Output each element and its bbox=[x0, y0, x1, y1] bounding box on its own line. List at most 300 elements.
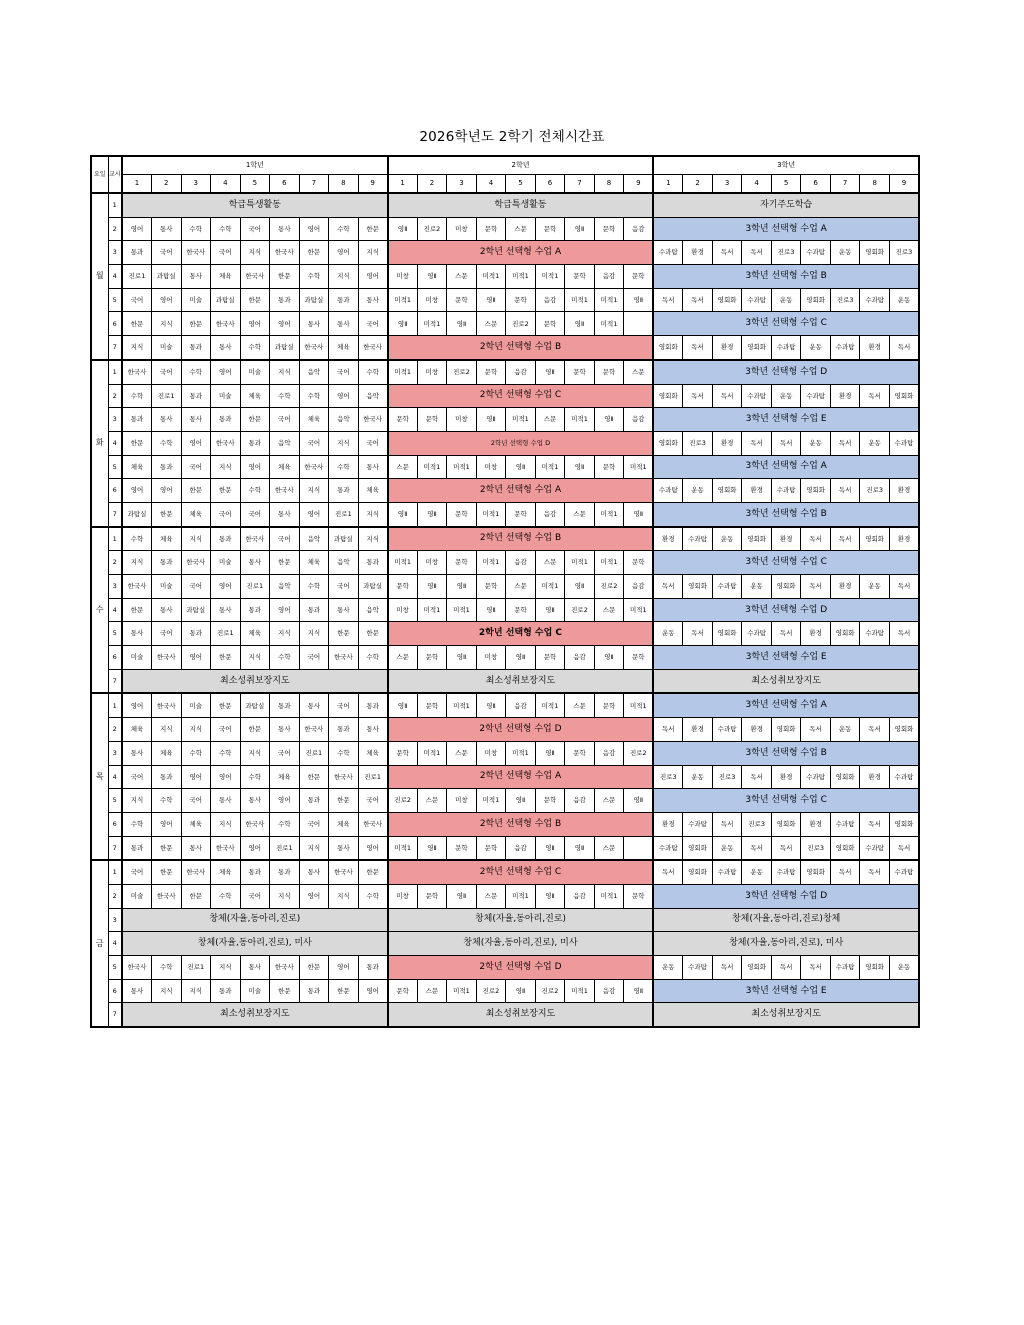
subject-cell: 미적1 bbox=[447, 693, 477, 717]
subject-cell: 한국사 bbox=[299, 718, 329, 742]
subject-cell: 한국사 bbox=[211, 312, 241, 336]
subject-cell: 미적1 bbox=[417, 455, 447, 479]
period-cell: 1 bbox=[108, 193, 122, 217]
grade3-elective-band: 3학년 선택형 수업 B bbox=[653, 502, 919, 526]
subject-cell: 통사 bbox=[211, 598, 241, 622]
subject-cell: 미창 bbox=[476, 455, 506, 479]
subject-cell: 통과 bbox=[181, 336, 211, 360]
subject-cell: 미적1 bbox=[476, 551, 506, 575]
subject-cell: 한문 bbox=[299, 241, 329, 265]
table-row bbox=[91, 265, 919, 289]
period-number: 4 bbox=[742, 175, 772, 194]
period-number: 7 bbox=[299, 175, 329, 194]
subject-cell: 미적1 bbox=[594, 312, 624, 336]
subject-cell: 문학 bbox=[535, 217, 565, 241]
subject-cell: 한국사 bbox=[358, 336, 388, 360]
grade3-elective-band: 3학년 선택형 수업 A bbox=[653, 217, 919, 241]
table-row bbox=[91, 502, 919, 526]
subject-cell: 미창 bbox=[476, 646, 506, 670]
subject-cell: 음감 bbox=[594, 979, 624, 1003]
period-number: 4 bbox=[476, 175, 506, 194]
subject-cell: 운동 bbox=[830, 718, 860, 742]
period-cell: 7 bbox=[108, 669, 122, 693]
subject-cell: 통사 bbox=[299, 860, 329, 884]
subject-cell: 국어 bbox=[299, 646, 329, 670]
subject-cell: 한문 bbox=[122, 598, 152, 622]
table-row bbox=[91, 956, 919, 980]
subject-cell: 통사 bbox=[270, 217, 300, 241]
subject-cell: 독서 bbox=[860, 384, 890, 408]
subject-cell: 한국사 bbox=[152, 884, 182, 908]
subject-cell: 미적1 bbox=[535, 693, 565, 717]
subject-cell: 지식 bbox=[211, 455, 241, 479]
subject-cell: 진로1 bbox=[358, 765, 388, 789]
subject-cell: 체육 bbox=[329, 812, 359, 836]
subject-cell: 통사 bbox=[270, 718, 300, 742]
subject-cell: 독서 bbox=[683, 384, 713, 408]
subject-cell: 통사 bbox=[240, 551, 270, 575]
subject-cell: 영Ⅱ bbox=[447, 575, 477, 599]
subject-cell: 영어 bbox=[211, 765, 241, 789]
subject-cell: 운동 bbox=[653, 622, 683, 646]
subject-cell: 독서 bbox=[742, 765, 772, 789]
subject-cell: 지식 bbox=[329, 431, 359, 455]
subject-cell: 국어 bbox=[122, 860, 152, 884]
period-number: 8 bbox=[860, 175, 890, 194]
subject-cell: 과탐실 bbox=[211, 288, 241, 312]
grade2-elective-band: 2학년 선택형 수업 D bbox=[388, 956, 654, 980]
subject-cell: 문학 bbox=[388, 575, 418, 599]
subject-cell: 영Ⅱ bbox=[476, 288, 506, 312]
subject-cell: 영어 bbox=[181, 431, 211, 455]
subject-cell: 운동 bbox=[742, 575, 772, 599]
activity-band: 최소성취보장지도 bbox=[653, 1003, 919, 1027]
subject-cell: 수학 bbox=[329, 741, 359, 765]
period-number: 7 bbox=[830, 175, 860, 194]
subject-cell: 진로2 bbox=[388, 789, 418, 813]
activity-band: 창체(자율,동아리,진로)창체 bbox=[653, 908, 919, 932]
subject-cell: 독서 bbox=[830, 860, 860, 884]
table-row bbox=[91, 669, 919, 693]
period-cell: 3 bbox=[108, 575, 122, 599]
subject-cell: 국어 bbox=[152, 622, 182, 646]
table-row bbox=[91, 979, 919, 1003]
subject-cell: 한문 bbox=[181, 312, 211, 336]
subject-cell: 환경 bbox=[683, 241, 713, 265]
subject-cell: 미적1 bbox=[535, 455, 565, 479]
subject-cell: 통과 bbox=[152, 551, 182, 575]
subject-cell: 영회화 bbox=[712, 622, 742, 646]
subject-cell: 영회화 bbox=[742, 336, 772, 360]
subject-cell: 문학 bbox=[447, 288, 477, 312]
subject-cell: 스문 bbox=[447, 741, 477, 765]
subject-cell: 진로2 bbox=[447, 360, 477, 384]
subject-cell: 영어 bbox=[358, 979, 388, 1003]
subject-cell: 수학 bbox=[181, 217, 211, 241]
subject-cell bbox=[624, 312, 654, 336]
subject-cell: 문학 bbox=[624, 884, 654, 908]
subject-cell: 국어 bbox=[211, 502, 241, 526]
subject-cell: 영어 bbox=[240, 455, 270, 479]
subject-cell: 진로1 bbox=[211, 622, 241, 646]
subject-cell: 영회화 bbox=[712, 288, 742, 312]
subject-cell: 한국사 bbox=[270, 241, 300, 265]
subject-cell: 미술 bbox=[122, 884, 152, 908]
subject-cell: 한국사 bbox=[329, 765, 359, 789]
subject-cell: 영회화 bbox=[653, 384, 683, 408]
subject-cell: 영어 bbox=[152, 812, 182, 836]
subject-cell: 수학 bbox=[122, 384, 152, 408]
subject-cell: 진로3 bbox=[742, 812, 772, 836]
subject-cell: 체육 bbox=[358, 479, 388, 503]
subject-cell: 지식 bbox=[270, 884, 300, 908]
subject-cell: 환경 bbox=[830, 575, 860, 599]
grade2-elective-band: 2학년 선택형 수업 C bbox=[388, 384, 654, 408]
subject-cell: 환경 bbox=[742, 718, 772, 742]
subject-cell: 체육 bbox=[122, 718, 152, 742]
subject-cell: 영Ⅱ bbox=[594, 408, 624, 432]
subject-cell: 미적1 bbox=[624, 693, 654, 717]
subject-cell: 영어 bbox=[299, 884, 329, 908]
subject-cell: 운동 bbox=[653, 956, 683, 980]
subject-cell: 영Ⅱ bbox=[417, 502, 447, 526]
subject-cell: 통사 bbox=[240, 789, 270, 813]
subject-cell: 영Ⅱ bbox=[447, 312, 477, 336]
subject-cell: 영회화 bbox=[712, 479, 742, 503]
subject-cell: 영회화 bbox=[683, 836, 713, 860]
subject-cell: 과탐실 bbox=[299, 288, 329, 312]
subject-cell: 수과탐 bbox=[653, 241, 683, 265]
subject-cell: 문학 bbox=[476, 217, 506, 241]
subject-cell: 한문 bbox=[211, 646, 241, 670]
table-row bbox=[91, 932, 919, 956]
period-cell: 7 bbox=[108, 502, 122, 526]
subject-cell: 지식 bbox=[152, 312, 182, 336]
subject-cell: 미창 bbox=[417, 360, 447, 384]
period-cell: 4 bbox=[108, 765, 122, 789]
period-number: 6 bbox=[535, 175, 565, 194]
day-label: 금 bbox=[91, 860, 108, 1027]
period-cell: 5 bbox=[108, 288, 122, 312]
subject-cell: 영어 bbox=[329, 241, 359, 265]
subject-cell: 문학 bbox=[594, 360, 624, 384]
period-number: 2 bbox=[152, 175, 182, 194]
subject-cell: 독서 bbox=[801, 956, 831, 980]
subject-cell: 영Ⅱ bbox=[447, 646, 477, 670]
table-row bbox=[91, 1003, 919, 1027]
subject-cell: 운동 bbox=[712, 836, 742, 860]
subject-cell: 미창 bbox=[388, 598, 418, 622]
day-label: 목 bbox=[91, 693, 108, 860]
subject-cell: 미술 bbox=[181, 693, 211, 717]
subject-cell: 영회화 bbox=[653, 336, 683, 360]
subject-cell: 과탐실 bbox=[240, 693, 270, 717]
subject-cell: 통과 bbox=[211, 408, 241, 432]
subject-cell: 미적1 bbox=[506, 884, 536, 908]
subject-cell: 문학 bbox=[447, 502, 477, 526]
subject-cell: 한국사 bbox=[270, 479, 300, 503]
period-cell: 2 bbox=[108, 551, 122, 575]
subject-cell: 영회화 bbox=[830, 836, 860, 860]
subject-cell: 체육 bbox=[152, 527, 182, 551]
subject-cell: 독서 bbox=[683, 336, 713, 360]
subject-cell: 독서 bbox=[653, 860, 683, 884]
subject-cell: 수과탐 bbox=[860, 836, 890, 860]
subject-cell: 환경 bbox=[712, 431, 742, 455]
subject-cell: 영Ⅱ bbox=[594, 646, 624, 670]
subject-cell: 문학 bbox=[447, 836, 477, 860]
subject-cell: 미적1 bbox=[476, 789, 506, 813]
subject-cell: 한문 bbox=[358, 622, 388, 646]
subject-cell: 체육 bbox=[211, 860, 241, 884]
subject-cell: 문학 bbox=[535, 789, 565, 813]
activity-band: 창체(자율,동아리,진로), 미사 bbox=[653, 932, 919, 956]
subject-cell: 미적1 bbox=[565, 551, 595, 575]
period-cell: 7 bbox=[108, 336, 122, 360]
subject-cell: 지식 bbox=[299, 622, 329, 646]
subject-cell: 영어 bbox=[358, 836, 388, 860]
subject-cell: 진로3 bbox=[830, 288, 860, 312]
subject-cell: 통사 bbox=[358, 455, 388, 479]
period-cell: 1 bbox=[108, 527, 122, 551]
subject-cell: 영어 bbox=[122, 479, 152, 503]
subject-cell: 미적1 bbox=[388, 836, 418, 860]
subject-cell: 수학 bbox=[299, 265, 329, 289]
subject-cell: 미적1 bbox=[506, 408, 536, 432]
subject-cell: 운동 bbox=[801, 431, 831, 455]
table-row bbox=[91, 312, 919, 336]
subject-cell: 통과 bbox=[299, 789, 329, 813]
subject-cell: 영어 bbox=[329, 384, 359, 408]
subject-cell: 영Ⅱ bbox=[624, 502, 654, 526]
subject-cell: 수학 bbox=[240, 479, 270, 503]
subject-cell: 수학 bbox=[211, 217, 241, 241]
timetable bbox=[90, 155, 920, 1028]
subject-cell: 영회화 bbox=[801, 288, 831, 312]
subject-cell: 영회화 bbox=[860, 527, 890, 551]
subject-cell: 미적1 bbox=[565, 408, 595, 432]
subject-cell: 독서 bbox=[801, 575, 831, 599]
subject-cell: 통사 bbox=[122, 622, 152, 646]
grade3-elective-band: 3학년 선택형 수업 C bbox=[653, 312, 919, 336]
subject-cell: 국어 bbox=[122, 765, 152, 789]
subject-cell: 통사 bbox=[299, 312, 329, 336]
subject-cell: 영어 bbox=[211, 360, 241, 384]
subject-cell: 수과탐 bbox=[801, 765, 831, 789]
table-row bbox=[91, 693, 919, 717]
subject-cell: 통사 bbox=[270, 502, 300, 526]
subject-cell: 체육 bbox=[270, 765, 300, 789]
subject-cell: 지식 bbox=[299, 836, 329, 860]
subject-cell: 독서 bbox=[683, 288, 713, 312]
subject-cell: 과탐실 bbox=[270, 336, 300, 360]
subject-cell: 수과탐 bbox=[860, 288, 890, 312]
subject-cell: 통과 bbox=[240, 860, 270, 884]
subject-cell: 수학 bbox=[358, 360, 388, 384]
subject-cell: 진로1 bbox=[181, 956, 211, 980]
subject-cell: 영회화 bbox=[801, 860, 831, 884]
subject-cell: 음감 bbox=[565, 789, 595, 813]
subject-cell: 진로1 bbox=[240, 575, 270, 599]
subject-cell: 영Ⅱ bbox=[417, 265, 447, 289]
subject-cell: 통사 bbox=[181, 265, 211, 289]
table-row bbox=[91, 336, 919, 360]
subject-cell: 영Ⅱ bbox=[447, 884, 477, 908]
subject-cell: 운동 bbox=[860, 575, 890, 599]
subject-cell: 음악 bbox=[270, 431, 300, 455]
subject-cell: 한국사 bbox=[181, 241, 211, 265]
subject-cell: 환경 bbox=[801, 812, 831, 836]
subject-cell: 통사 bbox=[122, 741, 152, 765]
subject-cell: 영회화 bbox=[889, 812, 919, 836]
subject-cell: 국어 bbox=[211, 718, 241, 742]
subject-cell: 수과탐 bbox=[653, 836, 683, 860]
subject-cell: 문학 bbox=[476, 836, 506, 860]
subject-cell: 운동 bbox=[830, 241, 860, 265]
activity-band: 최소성취보장지도 bbox=[122, 1003, 388, 1027]
subject-cell: 영Ⅱ bbox=[476, 598, 506, 622]
subject-cell: 스문 bbox=[476, 884, 506, 908]
subject-cell: 독서 bbox=[712, 241, 742, 265]
subject-cell: 진로2 bbox=[565, 598, 595, 622]
subject-cell: 과탐실 bbox=[152, 265, 182, 289]
subject-cell: 문학 bbox=[506, 598, 536, 622]
subject-cell: 통사 bbox=[299, 693, 329, 717]
subject-cell: 진로1 bbox=[329, 502, 359, 526]
period-number: 3 bbox=[447, 175, 477, 194]
subject-cell: 수학 bbox=[240, 765, 270, 789]
subject-cell: 지식 bbox=[270, 622, 300, 646]
subject-cell: 지식 bbox=[122, 336, 152, 360]
subject-cell: 영Ⅱ bbox=[624, 288, 654, 312]
subject-cell: 스문 bbox=[535, 408, 565, 432]
subject-cell: 진로2 bbox=[594, 575, 624, 599]
subject-cell: 영어 bbox=[122, 693, 152, 717]
subject-cell: 한문 bbox=[270, 979, 300, 1003]
subject-cell: 통과 bbox=[329, 288, 359, 312]
subject-cell: 수학 bbox=[152, 431, 182, 455]
grade3-elective-band: 3학년 선택형 수업 C bbox=[653, 789, 919, 813]
period-cell: 2 bbox=[108, 718, 122, 742]
subject-cell: 한문 bbox=[329, 789, 359, 813]
subject-cell: 통과 bbox=[329, 718, 359, 742]
subject-cell: 과탐실 bbox=[329, 527, 359, 551]
activity-band: 창체(자율,동아리,진로) bbox=[122, 908, 388, 932]
subject-cell: 미창 bbox=[447, 408, 477, 432]
subject-cell bbox=[624, 836, 654, 860]
table-row bbox=[91, 598, 919, 622]
subject-cell: 수학 bbox=[211, 741, 241, 765]
period-number: 2 bbox=[417, 175, 447, 194]
subject-cell: 한국사 bbox=[240, 527, 270, 551]
period-cell: 3 bbox=[108, 241, 122, 265]
subject-cell: 환경 bbox=[860, 336, 890, 360]
subject-cell: 문학 bbox=[447, 551, 477, 575]
subject-cell: 수학 bbox=[329, 217, 359, 241]
subject-cell: 미적1 bbox=[476, 265, 506, 289]
subject-cell: 문학 bbox=[565, 265, 595, 289]
subject-cell: 한문 bbox=[240, 718, 270, 742]
subject-cell: 독서 bbox=[830, 431, 860, 455]
subject-cell: 지식 bbox=[152, 718, 182, 742]
subject-cell: 문학 bbox=[535, 646, 565, 670]
subject-cell: 지식 bbox=[240, 646, 270, 670]
period-number: 7 bbox=[565, 175, 595, 194]
subject-cell: 영회화 bbox=[889, 718, 919, 742]
subject-cell: 지식 bbox=[181, 979, 211, 1003]
subject-cell: 한문 bbox=[152, 860, 182, 884]
subject-cell: 미창 bbox=[476, 741, 506, 765]
subject-cell: 환경 bbox=[771, 765, 801, 789]
period-cell: 2 bbox=[108, 217, 122, 241]
subject-cell: 스문 bbox=[417, 789, 447, 813]
subject-cell: 문학 bbox=[417, 646, 447, 670]
subject-cell: 한국사 bbox=[152, 693, 182, 717]
subject-cell: 한문 bbox=[329, 979, 359, 1003]
subject-cell: 체육 bbox=[122, 455, 152, 479]
subject-cell: 수학 bbox=[181, 741, 211, 765]
subject-cell: 운동 bbox=[889, 956, 919, 980]
subject-cell: 통사 bbox=[211, 336, 241, 360]
subject-cell: 한국사 bbox=[240, 265, 270, 289]
subject-cell: 영어 bbox=[270, 598, 300, 622]
table-row bbox=[91, 288, 919, 312]
subject-cell: 영Ⅱ bbox=[565, 455, 595, 479]
subject-cell: 스문 bbox=[565, 693, 595, 717]
subject-cell: 국어 bbox=[211, 241, 241, 265]
subject-cell: 영회화 bbox=[830, 622, 860, 646]
subject-cell: 영어 bbox=[152, 479, 182, 503]
subject-cell: 음감 bbox=[624, 575, 654, 599]
subject-cell: 미창 bbox=[388, 265, 418, 289]
subject-cell: 미적1 bbox=[594, 288, 624, 312]
subject-cell: 영Ⅱ bbox=[388, 312, 418, 336]
period-cell: 4 bbox=[108, 265, 122, 289]
subject-cell: 영회화 bbox=[653, 431, 683, 455]
subject-cell: 국어 bbox=[358, 431, 388, 455]
subject-cell: 수학 bbox=[358, 646, 388, 670]
subject-cell: 환경 bbox=[860, 765, 890, 789]
subject-cell: 문학 bbox=[417, 693, 447, 717]
subject-cell: 음감 bbox=[594, 265, 624, 289]
period-cell: 6 bbox=[108, 646, 122, 670]
period-cell: 6 bbox=[108, 979, 122, 1003]
subject-cell: 수과탐 bbox=[860, 622, 890, 646]
subject-cell: 진로2 bbox=[417, 217, 447, 241]
subject-cell: 독서 bbox=[742, 836, 772, 860]
subject-cell: 한문 bbox=[299, 765, 329, 789]
subject-cell: 음악 bbox=[358, 598, 388, 622]
subject-cell: 지식 bbox=[181, 527, 211, 551]
subject-cell: 진로3 bbox=[653, 765, 683, 789]
subject-cell: 미적1 bbox=[565, 288, 595, 312]
subject-cell: 한문 bbox=[270, 551, 300, 575]
subject-cell: 수학 bbox=[329, 455, 359, 479]
subject-cell: 문학 bbox=[388, 979, 418, 1003]
subject-cell: 영회화 bbox=[771, 812, 801, 836]
subject-cell: 수과탐 bbox=[889, 860, 919, 884]
subject-cell: 국어 bbox=[240, 502, 270, 526]
subject-cell: 진로1 bbox=[122, 265, 152, 289]
subject-cell: 국어 bbox=[329, 360, 359, 384]
grade2-elective-band: 2학년 선택형 수업 B bbox=[388, 336, 654, 360]
table-row bbox=[91, 575, 919, 599]
subject-cell: 환경 bbox=[742, 479, 772, 503]
subject-cell: 독서 bbox=[653, 575, 683, 599]
grade3-elective-band: 3학년 선택형 수업 D bbox=[653, 884, 919, 908]
period-number: 6 bbox=[801, 175, 831, 194]
subject-cell: 영Ⅱ bbox=[535, 598, 565, 622]
